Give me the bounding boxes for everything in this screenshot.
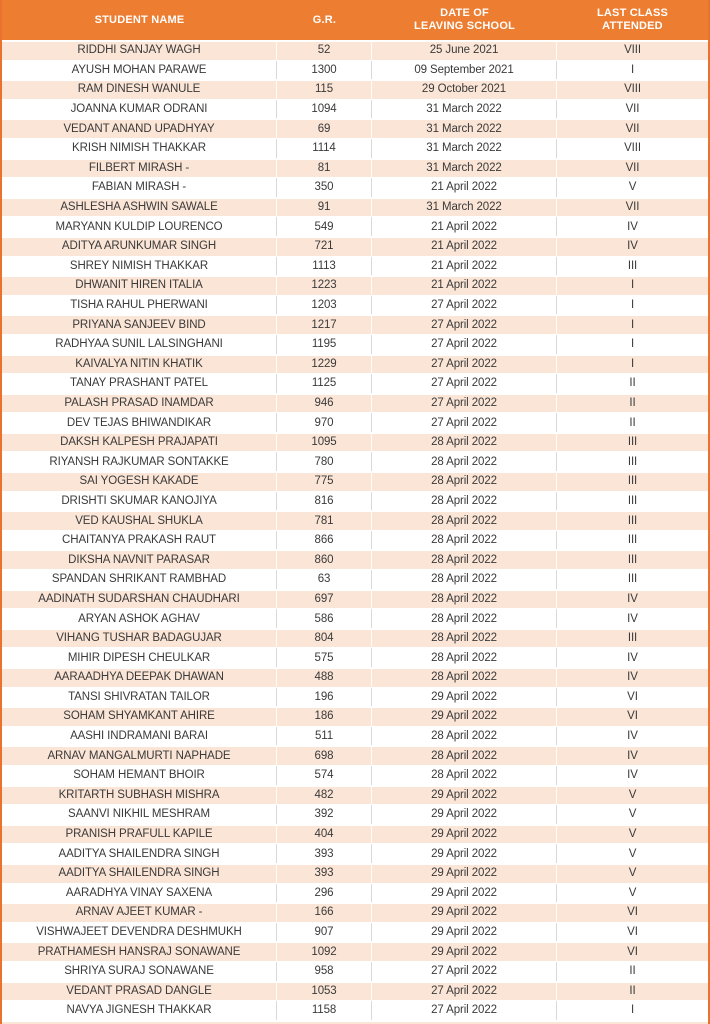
cell-last-class-attended: IV <box>557 216 708 236</box>
table-row <box>2 569 708 589</box>
cell-gr-number: 781 <box>277 510 372 530</box>
column-header-label-line2: ATTENDED <box>602 20 663 32</box>
cell-last-class-attended: IV <box>557 765 708 785</box>
cell-leaving-date: 28 April 2022 <box>372 510 557 530</box>
cell-student-name: AADITYA SHAILENDRA SINGH <box>2 843 277 863</box>
cell-student-name: TISHA RAHUL PHERWANI <box>2 295 277 315</box>
cell-gr-number: 196 <box>277 687 372 707</box>
cell-student-name: PRANISH PRAFULL KAPILE <box>2 824 277 844</box>
cell-leaving-date: 28 April 2022 <box>372 549 557 569</box>
cell-leaving-date: 29 April 2022 <box>372 824 557 844</box>
cell-gr-number: 775 <box>277 471 372 491</box>
cell-gr-number: 404 <box>277 824 372 844</box>
cell-student-name: JOANNA KUMAR ODRANI <box>2 99 277 119</box>
table-row <box>2 647 708 667</box>
cell-last-class-attended: I <box>557 60 708 80</box>
cell-gr-number: 1158 <box>277 1000 372 1020</box>
cell-leaving-date: 27 April 2022 <box>372 412 557 432</box>
cell-last-class-attended: VII <box>557 99 708 119</box>
cell-leaving-date: 29 April 2022 <box>372 883 557 903</box>
cell-student-name: TANSI SHIVRATAN TAILOR <box>2 687 277 707</box>
table-header-row <box>2 0 708 40</box>
cell-leaving-date: 29 April 2022 <box>372 804 557 824</box>
cell-gr-number: 1113 <box>277 256 372 276</box>
cell-leaving-date: 27 April 2022 <box>372 393 557 413</box>
table-row <box>2 451 708 471</box>
cell-gr-number: 511 <box>277 726 372 746</box>
cell-student-name: VISHWAJEET DEVENDRA DESHMUKH <box>2 922 277 942</box>
cell-gr-number: 697 <box>277 589 372 609</box>
cell-leaving-date: 31 March 2022 <box>372 158 557 178</box>
table-row <box>2 863 708 883</box>
cell-student-name: AARAADHYA DEEPAK DHAWAN <box>2 667 277 687</box>
cell-gr-number: 698 <box>277 745 372 765</box>
cell-student-name: SOHAM HEMANT BHOIR <box>2 765 277 785</box>
table-row <box>2 79 708 99</box>
table-row <box>2 510 708 530</box>
cell-student-name: VED KAUSHAL SHUKLA <box>2 510 277 530</box>
cell-last-class-attended: I <box>557 334 708 354</box>
cell-student-name: DIKSHA NAVNIT PARASAR <box>2 549 277 569</box>
cell-leaving-date: 28 April 2022 <box>372 647 557 667</box>
cell-student-name: RADHYAA SUNIL LALSINGHANI <box>2 334 277 354</box>
cell-gr-number: 816 <box>277 491 372 511</box>
table-row <box>2 785 708 805</box>
table-row <box>2 334 708 354</box>
cell-leaving-date: 28 April 2022 <box>372 667 557 687</box>
table-body <box>2 40 708 1020</box>
table-row <box>2 765 708 785</box>
cell-gr-number: 575 <box>277 647 372 667</box>
table-row <box>2 256 708 276</box>
cell-last-class-attended: II <box>557 412 708 432</box>
table-row <box>2 314 708 334</box>
cell-student-name: VIHANG TUSHAR BADAGUJAR <box>2 628 277 648</box>
cell-leaving-date: 28 April 2022 <box>372 628 557 648</box>
cell-last-class-attended: V <box>557 804 708 824</box>
cell-leaving-date: 29 April 2022 <box>372 922 557 942</box>
table-row <box>2 216 708 236</box>
table-row <box>2 432 708 452</box>
table-row <box>2 706 708 726</box>
cell-student-name: FABIAN MIRASH - <box>2 177 277 197</box>
cell-gr-number: 907 <box>277 922 372 942</box>
cell-last-class-attended: V <box>557 824 708 844</box>
table-row <box>2 373 708 393</box>
cell-gr-number: 946 <box>277 393 372 413</box>
cell-last-class-attended: I <box>557 354 708 374</box>
cell-leaving-date: 28 April 2022 <box>372 726 557 746</box>
cell-last-class-attended: V <box>557 883 708 903</box>
column-header-last-class <box>557 0 708 40</box>
cell-student-name: TANAY PRASHANT PATEL <box>2 373 277 393</box>
table-row <box>2 628 708 648</box>
cell-gr-number: 958 <box>277 961 372 981</box>
cell-gr-number: 1223 <box>277 275 372 295</box>
cell-last-class-attended: VII <box>557 158 708 178</box>
cell-leaving-date: 27 April 2022 <box>372 295 557 315</box>
cell-gr-number: 81 <box>277 158 372 178</box>
cell-leaving-date: 21 April 2022 <box>372 275 557 295</box>
cell-gr-number: 866 <box>277 530 372 550</box>
cell-gr-number: 392 <box>277 804 372 824</box>
cell-last-class-attended: VI <box>557 941 708 961</box>
cell-student-name: PRATHAMESH HANSRAJ SONAWANE <box>2 941 277 961</box>
cell-leaving-date: 29 April 2022 <box>372 785 557 805</box>
table-row <box>2 393 708 413</box>
table-row <box>2 941 708 961</box>
cell-student-name: KAIVALYA NITIN KHATIK <box>2 354 277 374</box>
cell-student-name: SHREY NIMISH THAKKAR <box>2 256 277 276</box>
cell-student-name: ARNAV AJEET KUMAR - <box>2 902 277 922</box>
table-row <box>2 99 708 119</box>
cell-leaving-date: 28 April 2022 <box>372 530 557 550</box>
cell-gr-number: 488 <box>277 667 372 687</box>
cell-gr-number: 804 <box>277 628 372 648</box>
cell-student-name: MARYANN KULDIP LOURENCO <box>2 216 277 236</box>
cell-gr-number: 482 <box>277 785 372 805</box>
table-row <box>2 804 708 824</box>
cell-gr-number: 1300 <box>277 60 372 80</box>
cell-last-class-attended: I <box>557 275 708 295</box>
cell-leaving-date: 21 April 2022 <box>372 216 557 236</box>
cell-student-name: AADINATH SUDARSHAN CHAUDHARI <box>2 589 277 609</box>
cell-last-class-attended: II <box>557 373 708 393</box>
table-row <box>2 824 708 844</box>
cell-student-name: VEDANT ANAND UPADHYAY <box>2 118 277 138</box>
cell-gr-number: 780 <box>277 451 372 471</box>
cell-last-class-attended: IV <box>557 745 708 765</box>
cell-leaving-date: 31 March 2022 <box>372 99 557 119</box>
table-row <box>2 491 708 511</box>
cell-gr-number: 549 <box>277 216 372 236</box>
cell-gr-number: 1094 <box>277 99 372 119</box>
cell-student-name: DHWANIT HIREN ITALIA <box>2 275 277 295</box>
cell-last-class-attended: I <box>557 295 708 315</box>
cell-student-name: ARNAV MANGALMURTI NAPHADE <box>2 745 277 765</box>
cell-gr-number: 91 <box>277 197 372 217</box>
column-header-date-of-leaving <box>372 0 557 40</box>
cell-student-name: AARADHYA VINAY SAXENA <box>2 883 277 903</box>
table-row <box>2 530 708 550</box>
cell-last-class-attended: VI <box>557 687 708 707</box>
table-row <box>2 471 708 491</box>
table-row <box>2 745 708 765</box>
cell-leaving-date: 27 April 2022 <box>372 354 557 374</box>
cell-leaving-date: 29 April 2022 <box>372 687 557 707</box>
cell-student-name: DRISHTI SKUMAR KANOJIYA <box>2 491 277 511</box>
cell-last-class-attended: V <box>557 843 708 863</box>
cell-last-class-attended: VI <box>557 922 708 942</box>
cell-last-class-attended: III <box>557 432 708 452</box>
table-row <box>2 197 708 217</box>
table-row <box>2 138 708 158</box>
cell-student-name: ADITYA ARUNKUMAR SINGH <box>2 236 277 256</box>
table-row <box>2 412 708 432</box>
cell-gr-number: 1053 <box>277 981 372 1001</box>
cell-last-class-attended: VI <box>557 902 708 922</box>
table-row <box>2 961 708 981</box>
cell-leaving-date: 25 June 2021 <box>372 40 557 60</box>
cell-leaving-date: 28 April 2022 <box>372 589 557 609</box>
cell-student-name: FILBERT MIRASH - <box>2 158 277 178</box>
students-table <box>2 0 708 1020</box>
cell-leaving-date: 29 April 2022 <box>372 843 557 863</box>
table-row <box>2 981 708 1001</box>
cell-last-class-attended: II <box>557 961 708 981</box>
cell-last-class-attended: V <box>557 177 708 197</box>
cell-student-name: AADITYA SHAILENDRA SINGH <box>2 863 277 883</box>
cell-student-name: SAI YOGESH KAKADE <box>2 471 277 491</box>
cell-last-class-attended: IV <box>557 647 708 667</box>
cell-student-name: MIHIR DIPESH CHEULKAR <box>2 647 277 667</box>
cell-last-class-attended: III <box>557 256 708 276</box>
cell-leaving-date: 27 April 2022 <box>372 981 557 1001</box>
cell-leaving-date: 28 April 2022 <box>372 745 557 765</box>
cell-gr-number: 296 <box>277 883 372 903</box>
cell-leaving-date: 29 April 2022 <box>372 706 557 726</box>
column-header-student-name <box>2 0 277 40</box>
cell-last-class-attended: V <box>557 863 708 883</box>
column-header-label: G.R. <box>312 13 337 26</box>
cell-leaving-date: 28 April 2022 <box>372 451 557 471</box>
cell-last-class-attended: IV <box>557 236 708 256</box>
cell-student-name: AYUSH MOHAN PARAWE <box>2 60 277 80</box>
cell-student-name: PRIYANA SANJEEV BIND <box>2 314 277 334</box>
column-header-label-line1: LAST CLASS <box>596 7 669 19</box>
cell-last-class-attended: III <box>557 569 708 589</box>
cell-last-class-attended: V <box>557 785 708 805</box>
cell-last-class-attended: II <box>557 393 708 413</box>
cell-gr-number: 63 <box>277 569 372 589</box>
cell-leaving-date: 28 April 2022 <box>372 432 557 452</box>
cell-gr-number: 1092 <box>277 941 372 961</box>
table-row <box>2 726 708 746</box>
cell-last-class-attended: VII <box>557 118 708 138</box>
column-header-label: STUDENT NAME <box>94 13 185 26</box>
cell-leaving-date: 29 April 2022 <box>372 941 557 961</box>
cell-leaving-date: 27 April 2022 <box>372 961 557 981</box>
cell-leaving-date: 27 April 2022 <box>372 373 557 393</box>
cell-gr-number: 586 <box>277 608 372 628</box>
cell-student-name: RAM DINESH WANULE <box>2 79 277 99</box>
cell-last-class-attended: III <box>557 530 708 550</box>
cell-last-class-attended: IV <box>557 608 708 628</box>
cell-student-name: DEV TEJAS BHIWANDIKAR <box>2 412 277 432</box>
cell-leaving-date: 21 April 2022 <box>372 256 557 276</box>
cell-last-class-attended: III <box>557 549 708 569</box>
cell-leaving-date: 28 April 2022 <box>372 765 557 785</box>
cell-leaving-date: 28 April 2022 <box>372 471 557 491</box>
table-row <box>2 275 708 295</box>
cell-last-class-attended: III <box>557 471 708 491</box>
cell-student-name: NAVYA JIGNESH THAKKAR <box>2 1000 277 1020</box>
table-row <box>2 177 708 197</box>
table-row <box>2 667 708 687</box>
cell-leaving-date: 31 March 2022 <box>372 118 557 138</box>
cell-student-name: SHRIYA SURAJ SONAWANE <box>2 961 277 981</box>
table-row <box>2 295 708 315</box>
cell-last-class-attended: IV <box>557 667 708 687</box>
cell-student-name: AASHI INDRAMANI BARAI <box>2 726 277 746</box>
table-row <box>2 118 708 138</box>
cell-gr-number: 1114 <box>277 138 372 158</box>
cell-leaving-date: 28 April 2022 <box>372 608 557 628</box>
cell-gr-number: 1125 <box>277 373 372 393</box>
column-header-gr-number <box>277 0 372 40</box>
cell-student-name: VEDANT PRASAD DANGLE <box>2 981 277 1001</box>
table-row <box>2 158 708 178</box>
cell-leaving-date: 29 April 2022 <box>372 902 557 922</box>
table-row <box>2 883 708 903</box>
cell-gr-number: 860 <box>277 549 372 569</box>
cell-last-class-attended: IV <box>557 726 708 746</box>
cell-student-name: PALASH PRASAD INAMDAR <box>2 393 277 413</box>
cell-last-class-attended: VIII <box>557 138 708 158</box>
cell-last-class-attended: III <box>557 510 708 530</box>
cell-student-name: RIDDHI SANJAY WAGH <box>2 40 277 60</box>
cell-last-class-attended: III <box>557 451 708 471</box>
cell-student-name: RIYANSH RAJKUMAR SONTAKKE <box>2 451 277 471</box>
column-header-label-line1: DATE OF <box>440 7 489 19</box>
cell-gr-number: 1195 <box>277 334 372 354</box>
cell-last-class-attended: II <box>557 981 708 1001</box>
cell-gr-number: 115 <box>277 79 372 99</box>
cell-student-name: KRISH NIMISH THAKKAR <box>2 138 277 158</box>
table-row <box>2 40 708 60</box>
cell-gr-number: 721 <box>277 236 372 256</box>
cell-leaving-date: 09 September 2021 <box>372 60 557 80</box>
cell-leaving-date: 21 April 2022 <box>372 177 557 197</box>
cell-last-class-attended: I <box>557 1000 708 1020</box>
table-row <box>2 354 708 374</box>
cell-leaving-date: 21 April 2022 <box>372 236 557 256</box>
cell-last-class-attended: I <box>557 314 708 334</box>
partial-next-row-sliver <box>2 1020 708 1024</box>
cell-last-class-attended: IV <box>557 589 708 609</box>
cell-gr-number: 1229 <box>277 354 372 374</box>
cell-leaving-date: 31 March 2022 <box>372 138 557 158</box>
cell-student-name: KRITARTH SUBHASH MISHRA <box>2 785 277 805</box>
table-row <box>2 589 708 609</box>
cell-leaving-date: 28 April 2022 <box>372 569 557 589</box>
cell-student-name: DAKSH KALPESH PRAJAPATI <box>2 432 277 452</box>
cell-leaving-date: 27 April 2022 <box>372 334 557 354</box>
cell-student-name: ASHLESHA ASHWIN SAWALE <box>2 197 277 217</box>
cell-student-name: SAANVI NIKHIL MESHRAM <box>2 804 277 824</box>
cell-last-class-attended: VI <box>557 706 708 726</box>
cell-last-class-attended: VIII <box>557 40 708 60</box>
cell-gr-number: 350 <box>277 177 372 197</box>
table-row <box>2 60 708 80</box>
cell-gr-number: 1203 <box>277 295 372 315</box>
table-row <box>2 687 708 707</box>
cell-student-name: CHAITANYA PRAKASH RAUT <box>2 530 277 550</box>
table-row <box>2 843 708 863</box>
table-row <box>2 549 708 569</box>
cell-gr-number: 393 <box>277 843 372 863</box>
cell-leaving-date: 31 March 2022 <box>372 197 557 217</box>
cell-last-class-attended: VII <box>557 197 708 217</box>
table-row <box>2 922 708 942</box>
cell-leaving-date: 28 April 2022 <box>372 491 557 511</box>
cell-last-class-attended: VIII <box>557 79 708 99</box>
cell-gr-number: 574 <box>277 765 372 785</box>
column-header-label-line2: LEAVING SCHOOL <box>414 20 515 32</box>
cell-leaving-date: 29 October 2021 <box>372 79 557 99</box>
table-row <box>2 236 708 256</box>
cell-gr-number: 186 <box>277 706 372 726</box>
cell-gr-number: 970 <box>277 412 372 432</box>
cell-last-class-attended: III <box>557 628 708 648</box>
cell-leaving-date: 27 April 2022 <box>372 1000 557 1020</box>
cell-last-class-attended: III <box>557 491 708 511</box>
table-row <box>2 608 708 628</box>
cell-gr-number: 1217 <box>277 314 372 334</box>
cell-leaving-date: 29 April 2022 <box>372 863 557 883</box>
cell-gr-number: 69 <box>277 118 372 138</box>
table-row <box>2 902 708 922</box>
cell-student-name: SOHAM SHYAMKANT AHIRE <box>2 706 277 726</box>
cell-student-name: SPANDAN SHRIKANT RAMBHAD <box>2 569 277 589</box>
table-row <box>2 1000 708 1020</box>
cell-student-name: ARYAN ASHOK AGHAV <box>2 608 277 628</box>
cell-gr-number: 52 <box>277 40 372 60</box>
cell-gr-number: 1095 <box>277 432 372 452</box>
cell-leaving-date: 27 April 2022 <box>372 314 557 334</box>
cell-gr-number: 166 <box>277 902 372 922</box>
cell-gr-number: 393 <box>277 863 372 883</box>
